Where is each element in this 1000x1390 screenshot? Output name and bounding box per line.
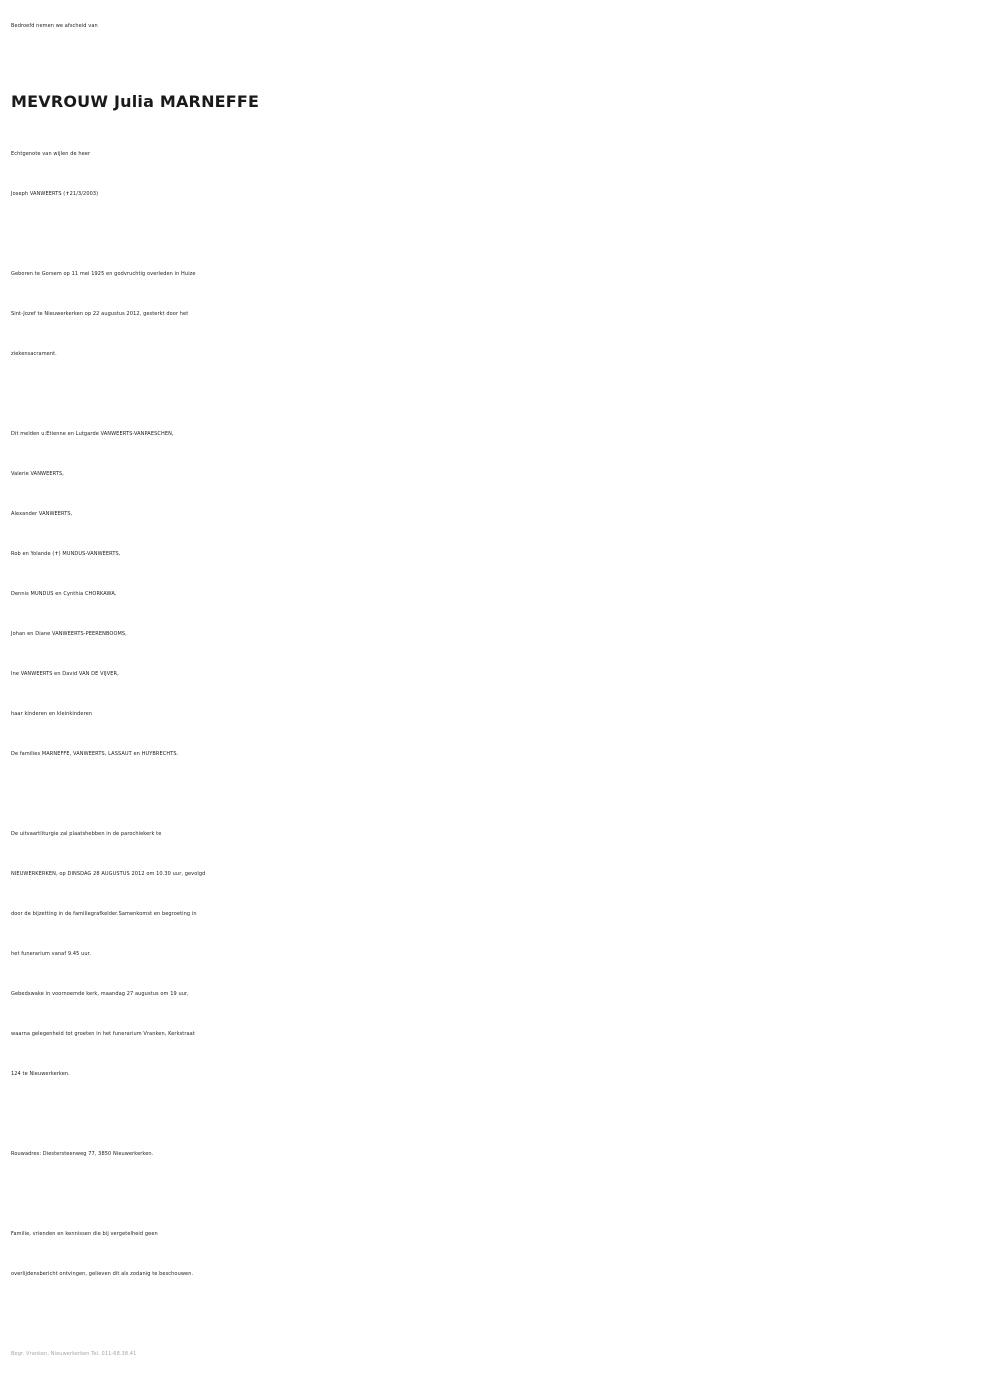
family-line: Dit melden u:Etienne en Lutgarde VANWEERTS-VANPAESCHEN,: [11, 431, 174, 437]
family-line: haar kinderen en kleinkinderen: [11, 711, 93, 717]
family-line: Valerie VANWEERTS,: [11, 471, 64, 477]
paragraph-line: Familie, vrienden en kennissen die bij vergetelheid geen: [11, 1231, 158, 1237]
undertaker-footer: Begr. Vranken, Nieuwerkerken Tel. 011-68.38.41: [11, 1351, 137, 1357]
family-line: Rob en Yolande (✝) MUNDUS-VANWEERTS,: [11, 551, 121, 557]
paragraph-line: ziekensacrament.: [11, 351, 57, 357]
intro-text: Bedroefd nemen we afscheid van: [11, 23, 98, 29]
spacer: [11, 374, 991, 414]
spouse-line-2: Joseph VANWEERTS (✝21/3/2003): [11, 191, 99, 197]
family-list: [11, 414, 991, 774]
family-line: Ine VANWEERTS en David VAN DE VIJVER,: [11, 671, 119, 677]
spacer: [11, 774, 991, 814]
paragraph-line: 124 te Nieuwerkerken.: [11, 1071, 70, 1077]
paragraph-line: NIEUWERKERKEN, op DINSDAG 28 AUGUSTUS 2012 om 10.30 uur, gevolgd: [11, 871, 206, 877]
deceased-name: MEVROUW Julia MARNEFFE: [11, 92, 260, 111]
spacer: [11, 1094, 991, 1134]
spacer: [11, 1294, 991, 1334]
paragraph-line: het funerarium vanaf 9.45 uur.: [11, 951, 92, 957]
family-line: Dennis MUNDUS en Cynthia CHORKAWA,: [11, 591, 117, 597]
paragraph-line: Gebedswake in voornoemde kerk, maandag 27 augustus om 19 uur,: [11, 991, 189, 997]
birth-death-paragraph: [11, 254, 991, 374]
paragraph-line: Geboren te Gorsem op 11 mei 1925 en godvruchtig overleden in Huize: [11, 271, 196, 277]
paragraph-line: De uitvaartliturgie zal plaatshebben in de parochiekerk te: [11, 831, 162, 837]
death-notice: [11, 6, 991, 1374]
mourning-address: Rouwadres: Diestersteenweg 77, 3850 Nieuwerkerken.: [11, 1151, 154, 1157]
paragraph-line: waarna gelegenheid tot groeten in het funerarium Vranken, Kerkstraat: [11, 1031, 195, 1037]
family-line: Alexander VANWEERTS,: [11, 511, 73, 517]
family-line: Johan en Diane VANWEERTS-PEERENBOOMS,: [11, 631, 127, 637]
notice-paragraph: [11, 1214, 991, 1294]
spouse-line-1: Echtgenote van wijlen de heer: [11, 151, 91, 157]
paragraph-line: overlijdensbericht ontvingen, gelieven dit als zodanig te beschouwen.: [11, 1271, 194, 1277]
spacer: [11, 214, 991, 254]
funeral-paragraph: [11, 814, 991, 1094]
spacer: [11, 1174, 991, 1214]
family-line: De families MARNEFFE, VANWEERTS, LASSAUT en HUYBRECHTS.: [11, 751, 179, 757]
paragraph-line: Sint-Jozef te Nieuwerkerken op 22 augustus 2012, gesterkt door het: [11, 311, 189, 317]
paragraph-line: door de bijzetting in de familiegrafkelder.Samenkomst en begroeting in: [11, 911, 197, 917]
